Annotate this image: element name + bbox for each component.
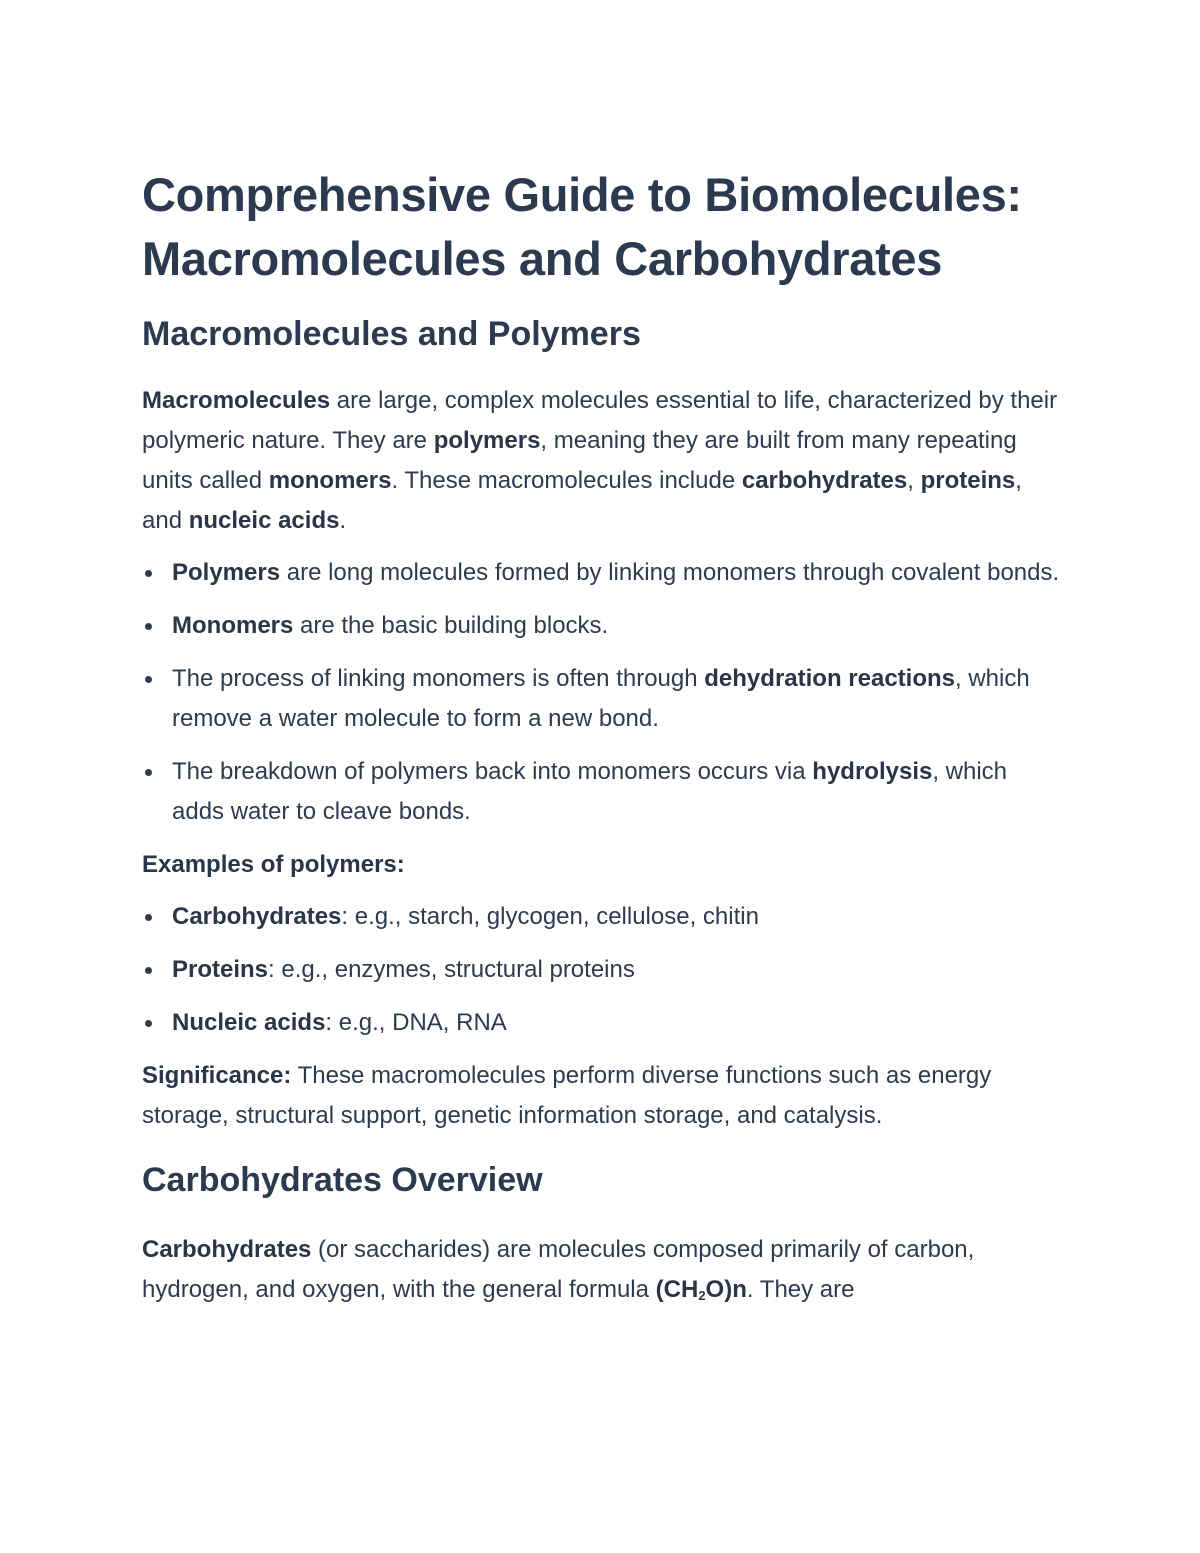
- list-item: Proteins: e.g., enzymes, structural proteins: [142, 950, 1062, 990]
- list-item: Polymers are long molecules formed by linking monomers through covalent bonds.: [142, 553, 1062, 593]
- document-page: [142, 163, 1062, 1310]
- page-title-line2: Macromolecules and Carbohydrates: [142, 232, 943, 285]
- bold-term: polymers: [433, 427, 541, 454]
- examples-label: Examples of polymers:: [142, 851, 405, 878]
- general-formula: $(CH_2O)n$: [655, 1276, 747, 1303]
- significance-paragraph: Significance: These macromolecules perform diverse functions such as energy storage, structural support, genetic information storage, and catalysis.: [142, 1062, 992, 1129]
- page-title-line1: Comprehensive Guide to Biomolecules:: [142, 168, 1022, 221]
- list-item: The process of linking monomers is often through dehydration reactions, which remove a water molecule to form a new bond.: [142, 659, 1062, 739]
- carbohydrates-intro-paragraph: Carbohydrates (or saccharides) are molecules composed primarily of carbon, hydrogen, and oxygen, with the general formula $(CH_2O)n$. They are: [142, 1236, 975, 1303]
- section-heading-macromolecules: Macromolecules and Polymers: [142, 315, 641, 353]
- significance-label: Significance:: [142, 1062, 292, 1089]
- polymer-examples-list: [142, 897, 1062, 1043]
- polymer-facts-list: [142, 553, 1062, 832]
- bold-term: nucleic acids: [188, 507, 340, 534]
- bold-term: Carbohydrates: [142, 1236, 312, 1263]
- list-item: Monomers are the basic building blocks.: [142, 606, 1062, 646]
- bold-term: proteins: [920, 467, 1016, 494]
- bold-term: carbohydrates: [741, 467, 908, 494]
- section-heading-carbohydrates: Carbohydrates Overview: [142, 1161, 543, 1199]
- bold-term: Macromolecules: [142, 387, 331, 414]
- list-item: The breakdown of polymers back into monomers occurs via hydrolysis, which adds water to cleave bonds.: [142, 752, 1062, 832]
- list-item: Nucleic acids: e.g., DNA, RNA: [142, 1003, 1062, 1043]
- bold-term: monomers: [268, 467, 392, 494]
- list-item: Carbohydrates: e.g., starch, glycogen, cellulose, chitin: [142, 897, 1062, 937]
- page-title: [142, 163, 1062, 291]
- macromolecules-intro-paragraph: Macromolecules are large, complex molecules essential to life, characterized by their polymeric nature. They are polymers, meaning they are built from many repeating units called monomers. These macromolecules include carbohydrates, proteins, and nucleic acids.: [142, 387, 1058, 534]
